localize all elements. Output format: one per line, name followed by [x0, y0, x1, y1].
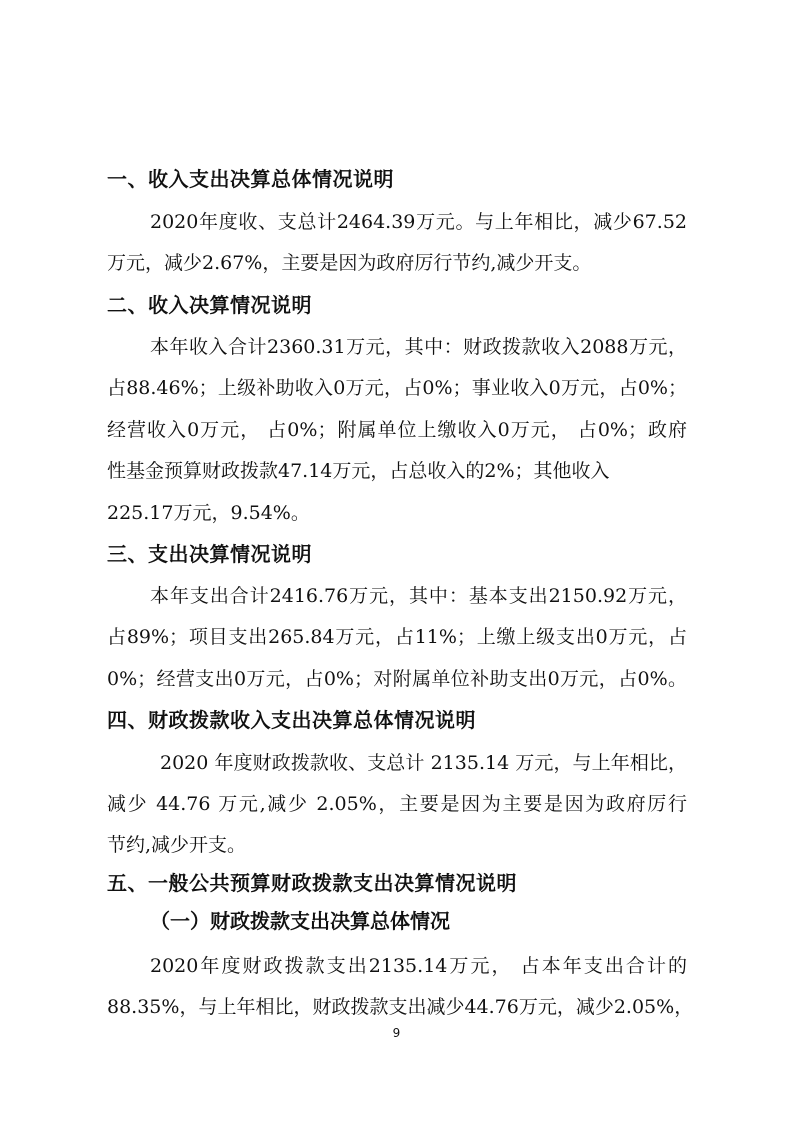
paragraph-line: 性基金预算财政拨款47.14万元，占总收入的2%；其他收入: [107, 460, 610, 482]
paragraph-line: 节约,减少开支。: [107, 834, 247, 856]
paragraph-line: 占88.46%；上级补助收入0万元，占0%；事业收入0万元，占0%；: [107, 377, 687, 399]
page-number: 9: [392, 1026, 401, 1040]
paragraph-line: 0%；经营支出0万元，占0%；对附属单位补助支出0万元，占0%。: [107, 668, 687, 690]
section-heading-1: 一、收入支出决算总体情况说明: [107, 167, 394, 191]
paragraph-line: 225.17万元，9.54%。: [107, 502, 310, 524]
subsection-heading: （一）财政拨款支出决算总体情况: [150, 909, 450, 933]
paragraph-line: 2020 年度财政拨款收、支总计 2135.14 万元，与上年相比，: [160, 752, 687, 774]
section-heading-5: 五、一般公共预算财政拨款支出决算情况说明: [107, 871, 517, 895]
paragraph-line: 万元，减少2.67%，主要是因为政府厉行节约,减少开支。: [107, 252, 592, 274]
paragraph-line: 2020年度财政拨款支出2135.14万元， 占本年支出合计的: [150, 955, 687, 977]
paragraph-line: 88.35%，与上年相比，财政拨款支出减少44.76万元，减少2.05%，: [107, 996, 694, 1018]
paragraph-line: 2020年度收、支总计2464.39万元。与上年相比，减少67.52: [150, 211, 687, 233]
section-heading-4: 四、财政拨款收入支出决算总体情况说明: [107, 708, 476, 732]
paragraph-line: 减少 44.76 万元,减少 2.05%，主要是因为主要是因为政府厉行: [107, 793, 687, 815]
paragraph-line: 占89%；项目支出265.84万元，占11%；上缴上级支出0万元，占: [107, 626, 687, 648]
section-heading-3: 三、支出决算情况说明: [107, 542, 312, 566]
paragraph-line: 经营收入0万元， 占0%；附属单位上缴收入0万元， 占0%；政府: [107, 419, 687, 441]
paragraph-line: 本年支出合计2416.76万元，其中：基本支出2150.92万元，: [150, 585, 687, 607]
section-heading-2: 二、收入决算情况说明: [107, 293, 312, 317]
paragraph-line: 本年收入合计2360.31万元，其中：财政拨款收入2088万元，: [150, 336, 687, 358]
